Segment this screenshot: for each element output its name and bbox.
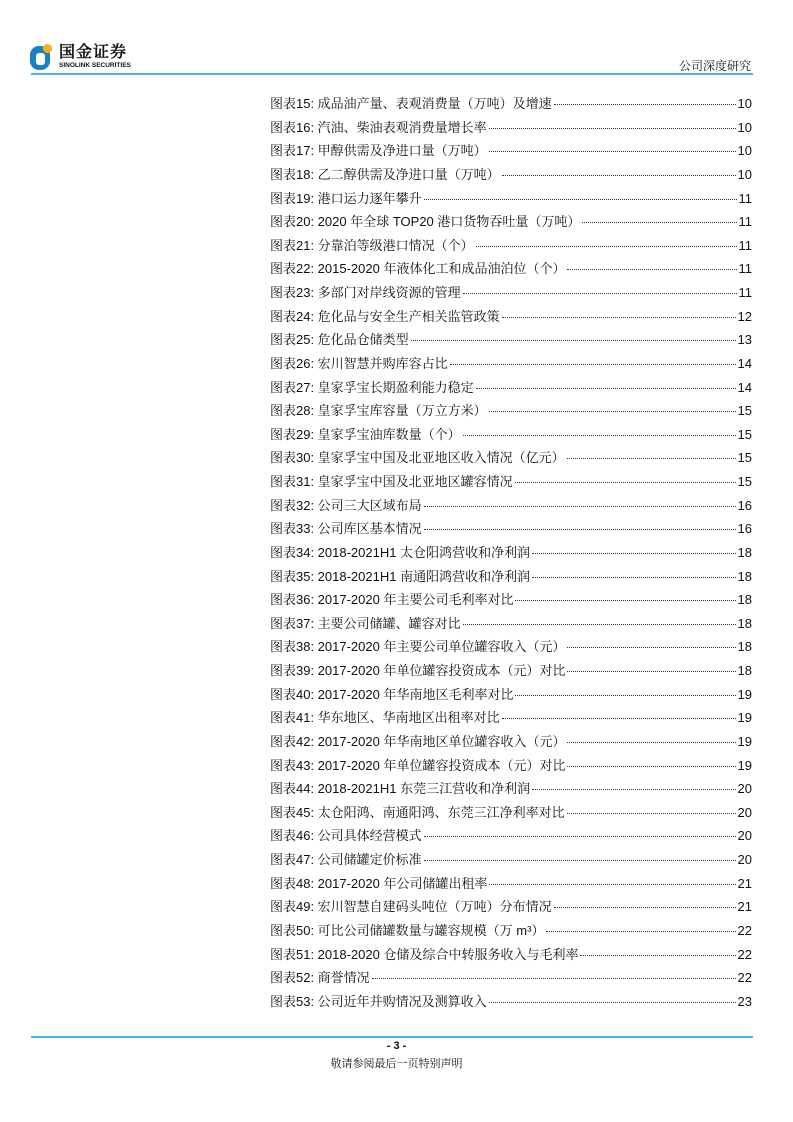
toc-entry[interactable]: [270, 449, 752, 473]
toc-entry-page: 19: [737, 686, 752, 702]
toc-entry-label: 图表22: 2015-2020 年液体化工和成品油泊位（个）: [270, 261, 566, 277]
dot-leader: [567, 458, 736, 459]
toc-entry-page: 20: [737, 781, 752, 797]
toc-entry-page: 10: [737, 143, 752, 159]
toc-entry-page: 20: [737, 852, 752, 867]
dot-leader: [476, 246, 737, 247]
dot-leader: [463, 293, 737, 294]
toc-entry-page: 19: [737, 710, 752, 726]
dot-leader: [567, 813, 736, 814]
toc-entry-label: 图表48: 2017-2020 年公司储罐出租率: [270, 875, 488, 891]
toc-entry-label: 图表53: 公司近年并购情况及测算收入: [270, 993, 487, 1009]
toc-entry-label: 图表35: 2018-2021H1 南通阳鸿营收和净利润: [270, 568, 531, 584]
toc-entry[interactable]: [270, 946, 752, 970]
toc-entry[interactable]: [270, 804, 752, 828]
toc-entry-page: 22: [737, 970, 752, 986]
toc-entry-page: 21: [737, 899, 752, 915]
toc-entry[interactable]: [270, 260, 752, 284]
toc-entry-page: 22: [737, 922, 752, 938]
toc-entry-label: 图表17: 甲醇供需及净进口量（万吨）: [270, 143, 487, 159]
dot-leader: [489, 411, 736, 412]
toc-entry[interactable]: [270, 544, 752, 568]
toc-entry[interactable]: [270, 190, 752, 214]
toc-entry[interactable]: [270, 142, 752, 166]
toc-entry-page: 11: [738, 261, 752, 277]
toc-entry-label: 图表39: 2017-2020 年单位罐容投资成本（元）对比: [270, 663, 566, 678]
toc-entry-label: 图表21: 分靠泊等级港口情况（个）: [270, 237, 474, 253]
toc-entry-page: 18: [737, 568, 752, 584]
dot-leader: [567, 766, 735, 767]
toc-entry-page: 18: [737, 615, 752, 631]
toc-entry-page: 13: [737, 332, 752, 348]
dot-leader: [502, 718, 736, 719]
dot-leader: [582, 222, 736, 223]
toc-entry-page: 15: [737, 426, 752, 442]
dot-leader: [476, 388, 736, 389]
figure-list: [270, 95, 752, 1016]
dot-leader: [489, 884, 735, 885]
toc-entry-label: 图表40: 2017-2020 年华南地区毛利率对比: [270, 686, 514, 702]
toc-entry-label: 图表15: 成品油产量、表观消费量（万吨）及增速: [270, 96, 552, 111]
dot-leader: [424, 199, 737, 200]
toc-entry[interactable]: [270, 875, 752, 899]
toc-entry-page: 20: [737, 828, 752, 844]
toc-entry-page: 15: [737, 403, 752, 419]
toc-entry-label: 图表52: 商誉情况: [270, 970, 370, 986]
dot-leader: [502, 175, 736, 176]
toc-entry-page: 22: [737, 946, 752, 962]
dot-leader: [532, 577, 735, 578]
toc-entry-label: 图表45: 太仓阳鸿、南通阳鸿、东莞三江净利率对比: [270, 804, 565, 820]
toc-entry[interactable]: [270, 497, 752, 521]
dot-leader: [580, 955, 735, 956]
toc-entry-label: 图表19: 港口运力逐年攀升: [270, 190, 422, 206]
toc-entry-page: 16: [737, 497, 752, 513]
toc-entry-page: 16: [737, 521, 752, 537]
dot-leader: [489, 128, 736, 129]
dot-leader: [424, 836, 736, 837]
toc-entry[interactable]: [270, 379, 752, 403]
toc-entry-page: 15: [737, 474, 752, 489]
dot-leader: [546, 931, 735, 932]
toc-entry-label: 图表28: 皇家孚宝库容量（万立方米）: [270, 403, 487, 419]
header-divider: [31, 73, 753, 75]
toc-entry-label: 图表23: 多部门对岸线资源的管理: [270, 285, 461, 300]
toc-entry-page: 18: [737, 544, 752, 560]
toc-entry-page: 19: [737, 733, 752, 749]
dot-leader: [515, 695, 735, 696]
dot-leader: [489, 1002, 736, 1003]
toc-entry[interactable]: [270, 757, 752, 781]
dot-leader: [554, 907, 736, 908]
toc-entry-label: 图表49: 宏川智慧自建码头吨位（万吨）分布情况: [270, 899, 552, 915]
toc-entry-page: 19: [737, 757, 752, 773]
dot-leader: [424, 860, 736, 861]
report-type: 公司深度研究: [678, 59, 751, 73]
toc-entry-label: 图表24: 危化品与安全生产相关监管政策: [270, 308, 500, 324]
toc-entry[interactable]: [270, 638, 752, 662]
toc-entry-page: 11: [738, 190, 752, 206]
dot-leader: [532, 789, 735, 790]
toc-entry[interactable]: [270, 898, 752, 922]
toc-entry-label: 图表38: 2017-2020 年主要公司单位罐容收入（元）: [270, 639, 566, 655]
disclaimer-note: 敬请参阅最后一页特别声明: [330, 1057, 463, 1070]
toc-entry[interactable]: [270, 851, 752, 875]
toc-entry-label: 图表31: 皇家孚宝中国及北亚地区罐容情况: [270, 474, 513, 489]
dot-leader: [515, 600, 735, 601]
toc-entry-page: 18: [737, 663, 752, 678]
dot-leader: [567, 269, 736, 270]
logo-cn-text: 国金证券: [59, 44, 128, 61]
footer-divider: [31, 1036, 753, 1038]
toc-entry[interactable]: [270, 780, 752, 804]
dot-leader: [463, 435, 736, 436]
toc-entry[interactable]: [270, 331, 752, 355]
toc-entry[interactable]: [270, 308, 752, 332]
dot-leader: [554, 104, 736, 105]
dot-leader: [411, 340, 736, 341]
toc-entry[interactable]: [270, 969, 752, 993]
dot-leader: [567, 742, 735, 743]
dot-leader: [424, 529, 736, 530]
toc-entry[interactable]: [270, 662, 752, 686]
toc-entry[interactable]: [270, 402, 752, 426]
dot-leader: [450, 364, 736, 365]
toc-entry[interactable]: [270, 615, 752, 639]
toc-entry-page: 23: [737, 993, 752, 1009]
toc-entry-label: 图表20: 2020 年全球 TOP20 港口货物吞吐量（万吨）: [270, 214, 581, 230]
dot-leader: [502, 317, 736, 318]
toc-entry-label: 图表43: 2017-2020 年单位罐容投资成本（元）对比: [270, 757, 566, 773]
toc-entry-label: 图表51: 2018-2020 仓储及综合中转服务收入与毛利率: [270, 946, 579, 962]
dot-leader: [515, 482, 736, 483]
toc-entry-label: 图表30: 皇家孚宝中国及北亚地区收入情况（亿元）: [270, 450, 565, 466]
toc-entry[interactable]: [270, 237, 752, 261]
toc-entry[interactable]: [270, 993, 752, 1017]
toc-entry[interactable]: [270, 709, 752, 733]
dot-leader: [372, 978, 736, 979]
toc-entry-label: 图表44: 2018-2021H1 东莞三江营收和净利润: [270, 781, 531, 797]
toc-entry-page: 11: [738, 237, 752, 253]
toc-entry-page: 14: [737, 355, 752, 371]
toc-entry-page: 10: [737, 119, 752, 135]
logo-en-text: SINOLINK SECURITIES: [59, 62, 131, 69]
toc-entry-page: 11: [738, 285, 752, 300]
toc-entry[interactable]: [270, 733, 752, 757]
dot-leader: [567, 647, 735, 648]
toc-entry[interactable]: [270, 213, 752, 237]
toc-entry-label: 图表50: 可比公司储罐数量与罐容规模（万 m³）: [270, 922, 545, 938]
toc-entry-page: 12: [737, 308, 752, 324]
toc-entry-page: 15: [737, 450, 752, 466]
toc-entry-label: 图表32: 公司三大区域布局: [270, 497, 422, 513]
toc-entry-label: 图表18: 乙二醇供需及净进口量（万吨）: [270, 166, 500, 182]
toc-entry[interactable]: [270, 922, 752, 946]
toc-entry[interactable]: [270, 166, 752, 190]
toc-entry-label: 图表33: 公司库区基本情况: [270, 521, 422, 537]
toc-entry-label: 图表37: 主要公司储罐、罐容对比: [270, 615, 461, 631]
toc-entry[interactable]: [270, 426, 752, 450]
toc-entry[interactable]: [270, 591, 752, 615]
toc-entry-page: 14: [737, 379, 752, 395]
toc-entry-label: 图表16: 汽油、柴油表观消费量增长率: [270, 119, 487, 135]
toc-entry-page: 21: [737, 875, 752, 891]
toc-entry-label: 图表36: 2017-2020 年主要公司毛利率对比: [270, 592, 514, 608]
dot-leader: [463, 624, 736, 625]
toc-entry-page: 18: [737, 592, 752, 608]
toc-entry-page: 20: [737, 804, 752, 820]
toc-entry-label: 图表47: 公司储罐定价标准: [270, 852, 422, 867]
toc-entry-label: 图表34: 2018-2021H1 太仓阳鸿营收和净利润: [270, 544, 531, 560]
dot-leader: [489, 151, 736, 152]
toc-entry-label: 图表26: 宏川智慧并购库容占比: [270, 355, 448, 371]
toc-entry[interactable]: [270, 95, 752, 119]
dot-leader: [424, 506, 736, 507]
toc-entry[interactable]: [270, 473, 752, 497]
logo-mark-icon: [30, 44, 54, 70]
toc-entry-label: 图表29: 皇家孚宝油库数量（个）: [270, 426, 461, 442]
page-number: - 3 -: [386, 1040, 407, 1052]
toc-entry-label: 图表42: 2017-2020 年华南地区单位罐容收入（元）: [270, 733, 566, 749]
dot-leader: [567, 671, 735, 672]
toc-entry[interactable]: [270, 119, 752, 143]
toc-entry-label: 图表46: 公司具体经营模式: [270, 828, 422, 844]
toc-entry-label: 图表25: 危化品仓储类型: [270, 332, 409, 348]
toc-entry[interactable]: [270, 284, 752, 308]
toc-entry[interactable]: [270, 520, 752, 544]
dot-leader: [532, 553, 735, 554]
toc-entry-label: 图表27: 皇家孚宝长期盈利能力稳定: [270, 379, 474, 395]
toc-entry[interactable]: [270, 568, 752, 592]
toc-entry-page: 11: [738, 214, 752, 230]
toc-entry-page: 18: [737, 639, 752, 655]
company-logo: [30, 44, 131, 70]
toc-entry-page: 10: [737, 166, 752, 182]
toc-entry[interactable]: [270, 686, 752, 710]
toc-entry[interactable]: [270, 827, 752, 851]
toc-entry-label: 图表41: 华东地区、华南地区出租率对比: [270, 710, 500, 726]
toc-entry[interactable]: [270, 355, 752, 379]
toc-entry-page: 10: [737, 96, 752, 111]
